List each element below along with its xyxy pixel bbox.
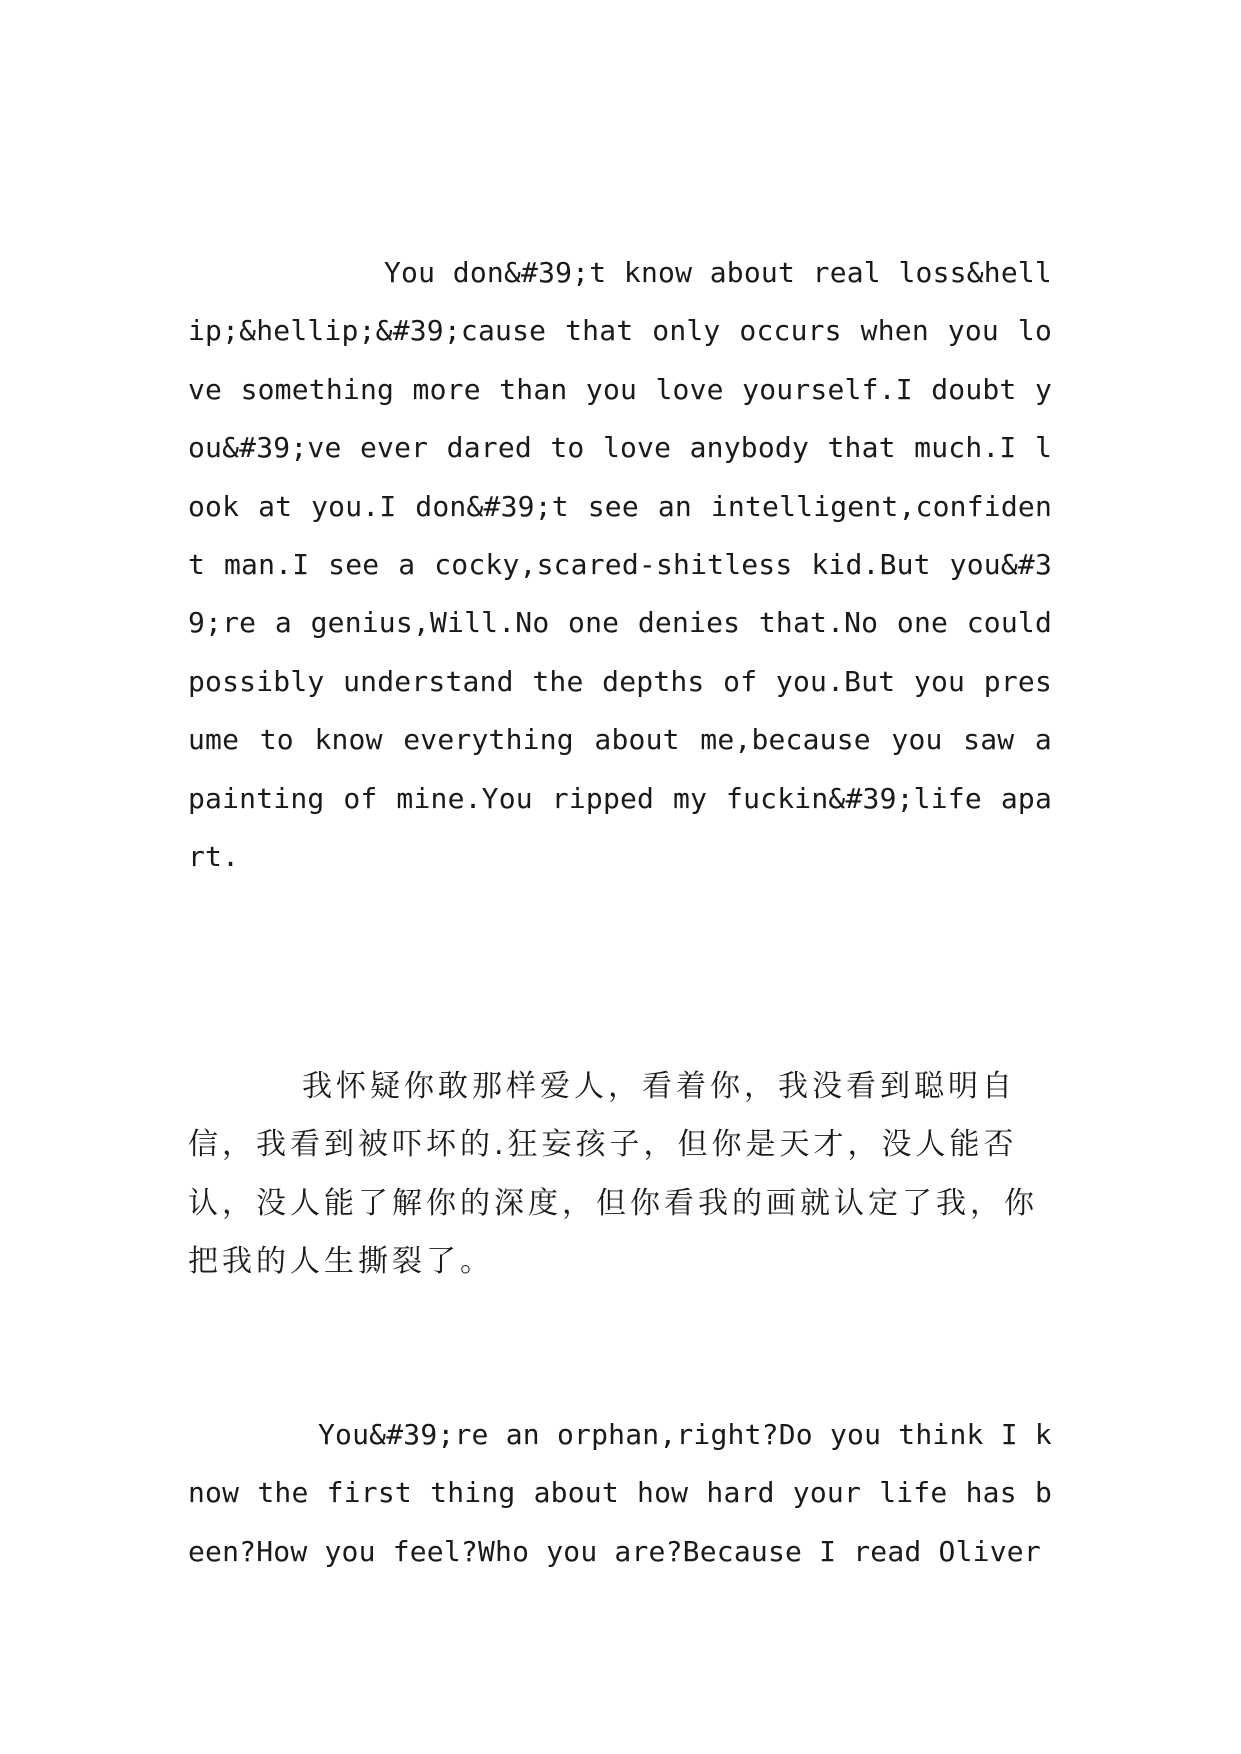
paragraph-english-1: You don&#39;t know about real loss&hellip;&hellip;&#39;cause that only occurs when you love something more than you love yourself.I doubt you&#39;ve ever dared to love anybody that much.I look at you.I don&#39;t see an intelligent,confident man.I see a cocky,scared-shitless kid.But you&#39;re a genius,Will.No one denies that.No one could possibly understand the depths of you.But you presume to know everything about me,because you saw a painting of mine.You ripped my fuckin&#39;life apart.	[188, 256, 1052, 874]
paragraph-chinese: 我怀疑你敢那样爱人，看着你，我没看到聪明自信，我看到被吓坏的.狂妄孩子，但你是天才，没人能否认，没人能了解你的深度，但你看我的画就认定了我，你把我的人生撕裂了。	[188, 1069, 1038, 1280]
paragraph-english-2: You&#39;re an orphan,right?Do you think I know the first thing about how hard your life has been?How you feel?Who you are?Because I read Oliver	[188, 1418, 1052, 1568]
